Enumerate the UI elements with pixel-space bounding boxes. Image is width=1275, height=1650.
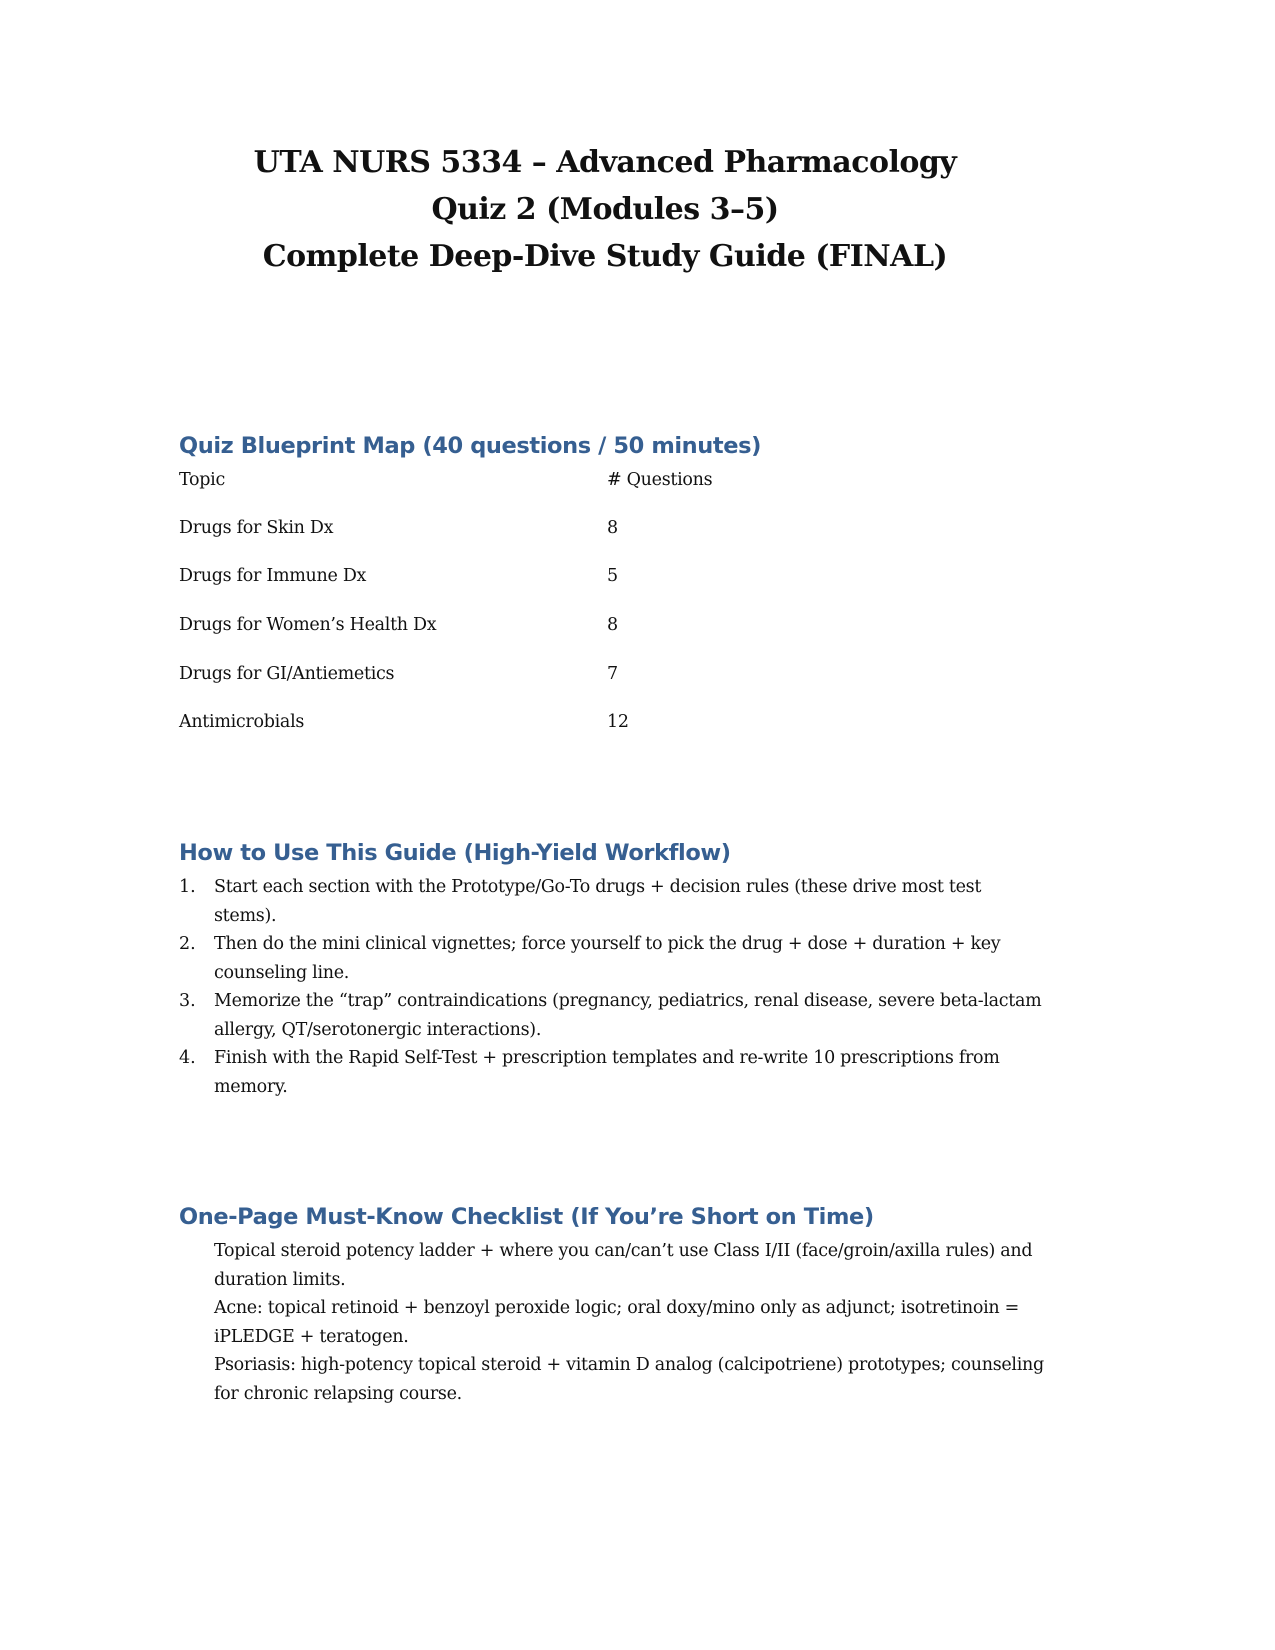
column-header-questions: # Questions bbox=[607, 470, 713, 490]
howto-heading: How to Use This Guide (High-Yield Workflow) bbox=[179, 840, 731, 866]
questions-cell: 8 bbox=[607, 518, 618, 538]
topic-cell: Drugs for Immune Dx bbox=[179, 566, 367, 586]
list-item: Then do the mini clinical vignettes; force yourself to pick the drug + dose + duration + key counseling line. bbox=[214, 934, 1001, 983]
questions-cell: 8 bbox=[607, 615, 618, 635]
topic-cell: Antimicrobials bbox=[179, 712, 305, 732]
list-item: Memorize the “trap” contraindications (pregnancy, pediatrics, renal disease, severe beta-lactam allergy, QT/serotonergic interactions). bbox=[214, 991, 1042, 1040]
list-number: 2. bbox=[179, 934, 196, 954]
checklist-item: Acne: topical retinoid + benzoyl peroxide logic; oral doxy/mino only as adjunct; isotretinoin = iPLEDGE + teratogen. bbox=[214, 1298, 1019, 1347]
title-line-2: Quiz 2 (Modules 3–5) bbox=[431, 192, 779, 227]
list-item: Start each section with the Prototype/Go-To drugs + decision rules (these drive most test stems). bbox=[214, 877, 982, 926]
checklist-item: Topical steroid potency ladder + where you can/can’t use Class I/II (face/groin/axilla rules) and duration limits. bbox=[214, 1241, 1033, 1290]
list-item: Finish with the Rapid Self-Test + prescription templates and re-write 10 prescriptions from memory. bbox=[214, 1048, 1000, 1097]
questions-cell: 12 bbox=[607, 712, 629, 732]
list-number: 3. bbox=[179, 991, 196, 1011]
checklist-heading: One-Page Must-Know Checklist (If You’re Short on Time) bbox=[179, 1204, 874, 1230]
list-number: 4. bbox=[179, 1048, 196, 1068]
topic-cell: Drugs for Skin Dx bbox=[179, 518, 334, 538]
checklist-item: Psoriasis: high-potency topical steroid + vitamin D analog (calcipotriene) prototypes; counseling for chronic relapsing course. bbox=[214, 1355, 1044, 1404]
topic-cell: Drugs for GI/Antiemetics bbox=[179, 664, 395, 684]
topic-cell: Drugs for Women’s Health Dx bbox=[179, 615, 437, 635]
list-number: 1. bbox=[179, 877, 196, 897]
blueprint-heading: Quiz Blueprint Map (40 questions / 50 minutes) bbox=[179, 433, 762, 459]
questions-cell: 7 bbox=[607, 664, 618, 684]
column-header-topic: Topic bbox=[179, 470, 225, 490]
questions-cell: 5 bbox=[607, 566, 618, 586]
title-line-1: UTA NURS 5334 – Advanced Pharmacology bbox=[253, 145, 957, 180]
title-line-3: Complete Deep-Dive Study Guide (FINAL) bbox=[262, 239, 948, 274]
